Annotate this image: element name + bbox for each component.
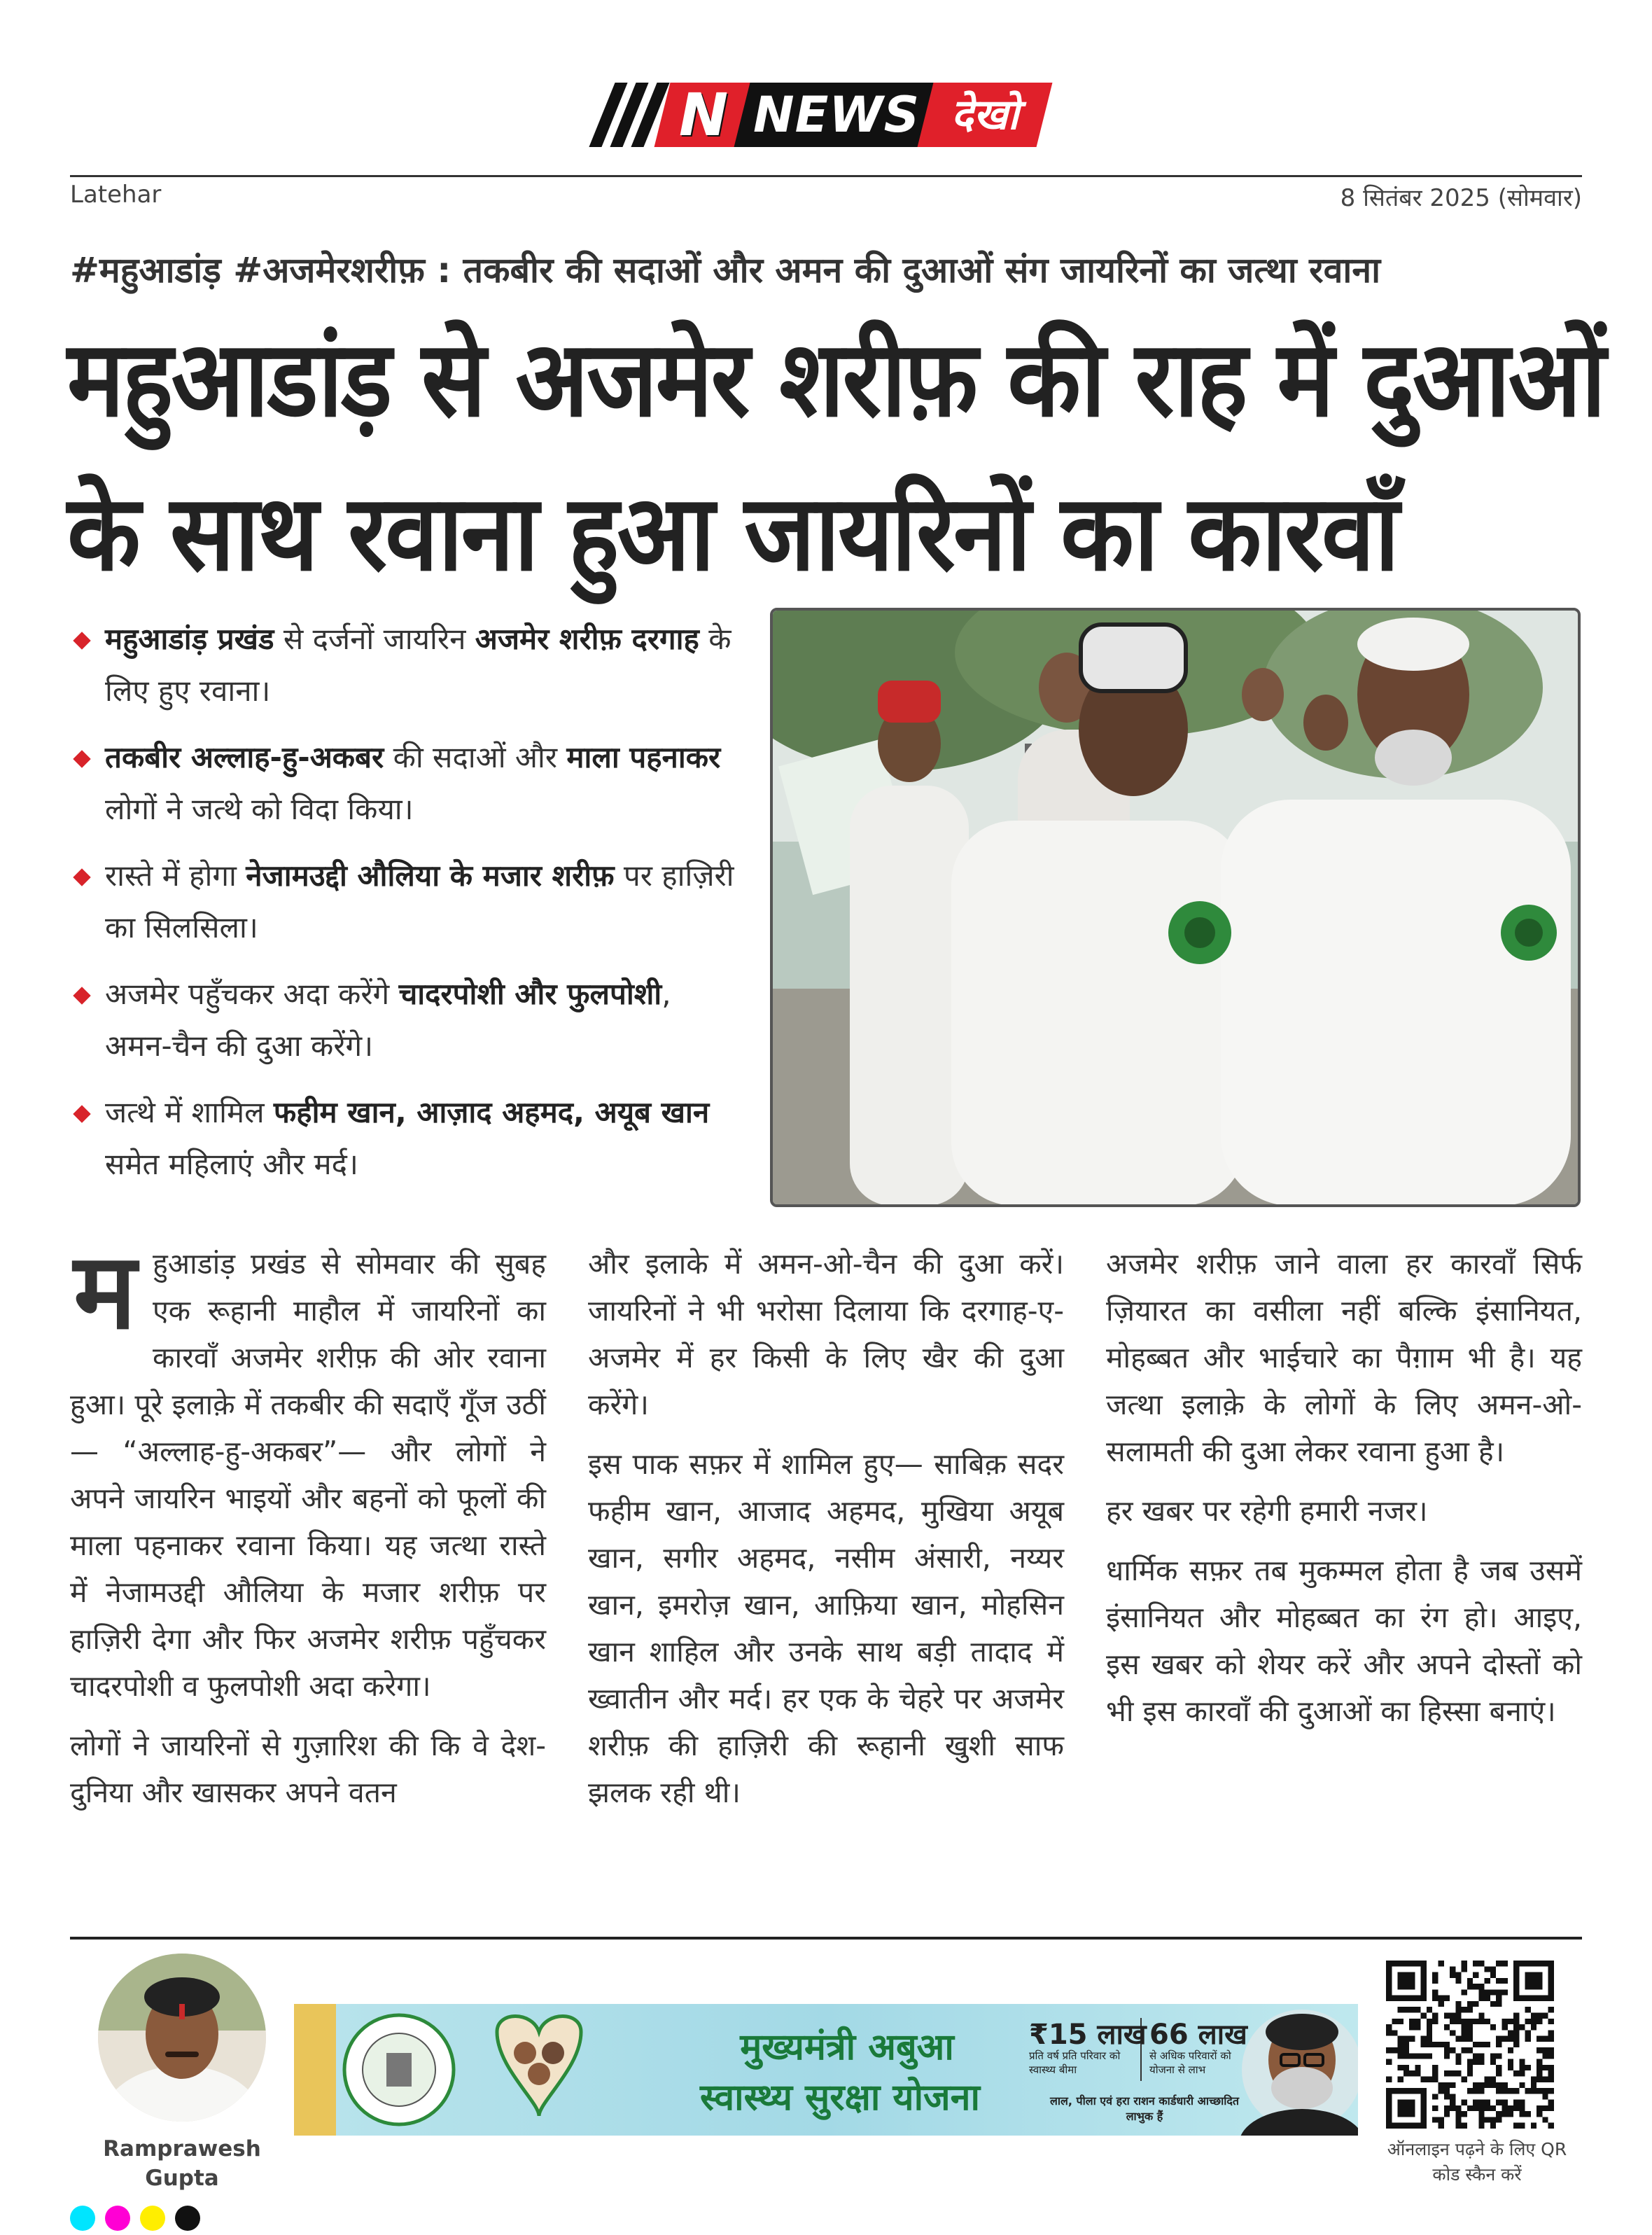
- top-divider: [70, 175, 1582, 177]
- qr-caption: ऑनलाइन पढ़ने के लिए QR कोड स्कैन करें: [1387, 2139, 1567, 2185]
- location-label: Latehar: [70, 181, 162, 209]
- highlight-text: समेत महिलाएं और मर्द।: [105, 1147, 358, 1181]
- article-paragraph: और इलाके में अमन-ओ-चैन की दुआ करें। जायरिनों ने भी भरोसा दिलाया कि दरगाह-ए-अजमेर में हर किसी के लिए खैर की दुआ करेंगे।: [588, 1247, 1064, 1421]
- highlight-item: [70, 732, 742, 835]
- highlight-bold: माला पहनाकर: [566, 740, 721, 774]
- highlight-text: लोगों ने जत्थे को विदा किया।: [105, 792, 414, 826]
- highlight-bold: नेजामउद्दी औलिया के मजार शरीफ़: [246, 858, 615, 893]
- news-logo: [602, 77, 1050, 147]
- diamond-bullet-icon: [73, 987, 90, 1004]
- highlights-list: [70, 613, 742, 1205]
- pilgrims-photo-illustration: [773, 611, 1578, 1204]
- highlight-bold: महुआडांड़ प्रखंड: [105, 622, 274, 656]
- highlight-bold: अजमेर शरीफ़ दरगाह: [475, 622, 699, 656]
- kicker-hashtags: #महुआडांड़ #अजमेरशरीफ़ : तकबीर की सदाओं और अमन की दुआओं संग जायरिनों का जत्था रवाना: [70, 250, 1381, 291]
- diamond-bullet-icon: [73, 868, 90, 886]
- highlight-bold: फहीम खान, आज़ाद अहमद, अयूब खान: [273, 1095, 710, 1129]
- article-paragraph: अजमेर शरीफ़ जाने वाला हर कारवाँ सिर्फ ज़ियारत का वसीला नहीं बल्कि इंसानियत, मोहब्बत और भाईचारे का पैग़ाम भी है। यह जत्था इलाक़े के लोगों के लिए अमन-ओ-सलामती की दुआ लेकर रवाना हुआ है।: [1106, 1247, 1582, 1468]
- article-column-2: [588, 1241, 1064, 1829]
- highlight-text: जत्थे में शामिल: [105, 1095, 274, 1129]
- headline-line-2: के साथ रवाना हुआ जायरिनों का कारवाँ: [67, 473, 1398, 594]
- logo-news-block: [734, 83, 939, 147]
- highlight-item: [70, 613, 742, 717]
- highlight-text: के लिए हुए रवाना।: [105, 622, 732, 708]
- logo-n-text: N: [678, 81, 729, 149]
- highlight-text: की सदाओं और: [384, 740, 567, 774]
- footer-divider: [70, 1937, 1582, 1940]
- diamond-bullet-icon: [73, 750, 90, 767]
- ad-title-line-1: मुख्यमंत्री अबुआ: [740, 2026, 954, 2068]
- drop-cap: म: [74, 1231, 136, 1353]
- date-label: 8 सितंबर 2025 (सोमवार): [1340, 184, 1582, 212]
- diamond-bullet-icon: [73, 1105, 90, 1122]
- article-paragraph: [70, 1231, 546, 1710]
- print-mark-magenta: [105, 2206, 130, 2231]
- highlight-text: से दर्जनों जायरिन: [274, 622, 475, 656]
- news-photo: [770, 608, 1581, 1207]
- qr-code[interactable]: [1386, 1961, 1554, 2129]
- author-avatar: [98, 1954, 266, 2122]
- headline: [67, 302, 1604, 611]
- highlight-text: , अमन-चैन की दुआ करेंगे।: [105, 977, 671, 1063]
- ad-banner[interactable]: [294, 2004, 1358, 2136]
- diamond-bullet-icon: [73, 632, 90, 649]
- article-paragraph: हर खबर पर रहेगी हमारी नजर।: [1106, 1494, 1428, 1528]
- qr-code-icon: [1386, 1961, 1554, 2129]
- logo-dekho-text: देखो: [951, 90, 1019, 139]
- highlight-bold: तकबीर अल्लाह-हु-अकबर: [105, 740, 384, 774]
- print-mark-cyan: [70, 2206, 95, 2231]
- highlight-item: [70, 850, 742, 954]
- author-portrait: [98, 1954, 266, 2122]
- logo-news-text: NEWS: [752, 86, 920, 144]
- article-column-1: [70, 1231, 546, 1829]
- ad-amount-2: 66 लाख: [1149, 2019, 1247, 2051]
- ad-amount-1-caption: प्रति वर्ष प्रति परिवार को स्वास्थ्य बीमा: [1029, 2049, 1121, 2076]
- author-name: Ramprawesh Gupta: [103, 2136, 261, 2191]
- article-paragraph: लोगों ने जायरिनों से गुज़ारिश की कि वे देश-दुनिया और खासकर अपने वतन: [70, 1729, 546, 1809]
- article-paragraph: इस पाक सफ़र में शामिल हुए— साबिक़ सदर फहीम खान, आजाद अहमद, मुखिया अयूब खान, सगीर अहमद, नसीम अंसारी, नय्यर खान, इमरोज़ खान, आफ़िया खान, मोहसिन खान शाहिल और उनके साथ बड़ी तादाद में ख्वातीन और मर्द। हर एक के चेहरे पर अजमेर शरीफ़ की हाज़िरी की रूहानी खुशी साफ झलक रही थी।: [588, 1447, 1064, 1809]
- highlight-item: [70, 968, 742, 1072]
- ad-title-line-2: स्वास्थ्य सुरक्षा योजना: [700, 2077, 980, 2119]
- paragraph-text: हुआडांड़ प्रखंड से सोमवार की सुबह एक रूहानी माहौल में जायरिनों का कारवाँ अजमेर शरीफ़ की ओर रवाना हुआ। पूरे इलाक़े में तकबीर की सदाएँ गूँज उठीं— “अल्लाह-हु-अकबर”— और लोगों ने अपने जायरिन भाइयों और बहनों को फूलों की माला पहनाकर रवाना किया। यह जत्था रास्ते में नेजामउद्दी औलिया के मजार शरीफ़ पर हाज़िरी देगा और फिर अजमेर शरीफ़ पहुँचकर चादरपोशी व फुलपोशी अदा करेगा।: [70, 1247, 546, 1703]
- highlight-item: [70, 1087, 742, 1190]
- logo-dekho-block: [918, 83, 1053, 147]
- headline-line-1: महुआडांड़ से अजमेर शरीफ़ की राह में दुआओं: [67, 319, 1604, 440]
- highlight-text: अजमेर पहुँचकर अदा करेंगे: [105, 977, 399, 1011]
- ad-eligibility-note: लाल, पीला एवं हरा राशन कार्डधारी आच्छादित लाभुक हैं: [1050, 2094, 1239, 2123]
- highlight-text: रास्ते में होगा: [105, 858, 246, 893]
- print-mark-black: [175, 2206, 200, 2231]
- ad-amount-2-caption: से अधिक परिवारों को योजना से लाभ: [1149, 2049, 1231, 2076]
- highlight-bold: चादरपोशी और फुलपोशी: [398, 977, 662, 1011]
- highlight-text: पर हाज़िरी का सिलसिला।: [105, 858, 734, 945]
- ad-amount-1: ₹15 लाख: [1029, 2019, 1147, 2051]
- article-paragraph: धार्मिक सफ़र तब मुकम्मल होता है जब उसमें इंसानियत और मोहब्बत का रंग हो। आइए, इस खबर को शेयर करें और अपने दोस्तों को भी इस कारवाँ की दुआओं का हिस्सा बनाएं।: [1106, 1554, 1582, 1728]
- print-mark-yellow: [140, 2206, 165, 2231]
- article-column-3: [1106, 1241, 1582, 1748]
